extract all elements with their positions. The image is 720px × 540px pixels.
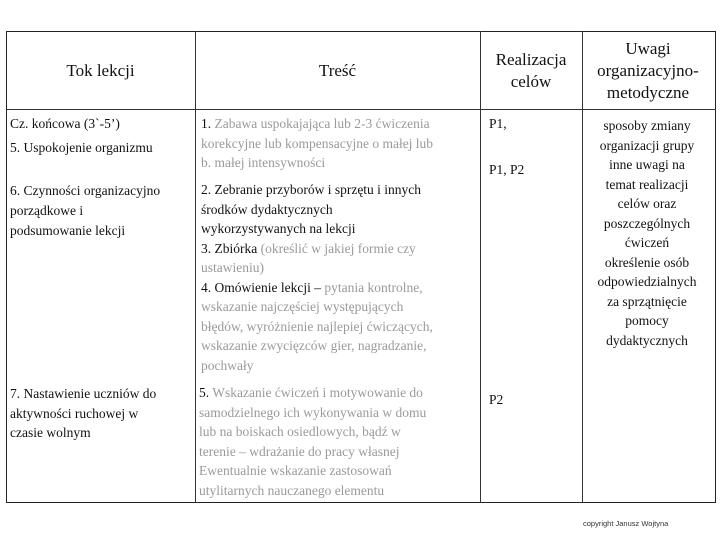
tresc-item-5-text: utylitarnych nauczanego elementu [199, 482, 385, 498]
tresc-item-2: wykorzystywanych na lekcji [201, 221, 356, 236]
header-realizacja-line2: celów [510, 72, 552, 91]
uwagi-line: temat realizacji [605, 176, 689, 192]
uwagi-line: celów oraz [617, 196, 677, 211]
tresc-item-2: środków dydaktycznych [201, 201, 333, 217]
copyright-footer: copyright Janusz Wojtyna [583, 519, 669, 528]
tresc-item-5-text: terenie – wdrażanie do pracy własnej [199, 443, 400, 459]
tok-cell-uspokojenie: 5. Uspokojenie organizmu [10, 140, 153, 155]
header-realizacja-line1: Realizacja [495, 50, 567, 69]
realizacja-value: P1, P2 [489, 162, 525, 177]
uwagi-line: sposoby zmiany [603, 118, 691, 133]
tresc-item-4-detail: wskazanie zwycięzców gier, nagradzanie, [201, 338, 427, 353]
column-divider [195, 31, 196, 503]
realizacja-value: P1, [489, 116, 507, 131]
tresc-item-1-text: b. małej intensywności [201, 155, 326, 170]
uwagi-line: określenie osób [604, 254, 690, 270]
tok-cell-nastawienie: czasie wolnym [10, 425, 91, 440]
tresc-items-2-4 [201, 180, 479, 375]
tresc-item-2: 2. Zebranie przyborów i sprzętu i innych [201, 182, 422, 197]
uwagi-cell [582, 116, 712, 350]
tresc-item-4-detail: pochwały [201, 357, 254, 373]
uwagi-line: dydaktycznych [606, 332, 688, 348]
uwagi-line: odpowiedzialnych [597, 274, 697, 289]
header-uwagi-line1: Uwagi [625, 39, 671, 58]
tresc-item-4-detail: błędów, wyróżnienie najlepiej ćwiczących, [201, 318, 433, 334]
tresc-item-1-text: korekcyjne lub kompensacyjne o małej lub [201, 135, 434, 151]
tresc-item-4-head: 4. Omówienie lekcji – [201, 279, 321, 295]
header-uwagi-line3: metodyczne [606, 83, 690, 102]
tresc-item-1-text: Zabawa uspokajająca lub 2-3 ćwiczenia [214, 116, 430, 131]
tresc-item-5-text: samodzielnego ich wykonywania w domu [199, 404, 427, 420]
tresc-item-4-detail: pytania kontrolne, [324, 279, 423, 295]
tresc-item-1 [201, 114, 479, 173]
tok-cell-nastawienie: aktywności ruchowej w [10, 406, 139, 421]
header-tok-lekcji: Tok lekcji [66, 61, 135, 80]
realizacja-value: P2 [489, 392, 504, 407]
tok-cell-czynnosci: porządkowe i [10, 203, 84, 218]
tresc-item-5-text: lub na boiskach osiedlowych, bądź w [199, 424, 401, 439]
tresc-item-3-detail: (określić w jakiej formie czy [260, 240, 416, 256]
tok-cell-czynnosci: podsumowanie lekcji [10, 223, 126, 238]
tresc-item-5-text: Wskazanie ćwiczeń i motywowanie do [212, 385, 423, 400]
tresc-item-3-detail: ustawieniu) [201, 260, 264, 275]
tok-cell-czynnosci: 6. Czynności organizacyjno [10, 183, 161, 198]
uwagi-line: organizacji grupy [599, 137, 695, 153]
header-tresc: Treść [318, 61, 357, 80]
tresc-item-5-number: 5. [199, 385, 210, 400]
header-divider [6, 109, 716, 110]
uwagi-line: inne uwagi na [609, 157, 685, 172]
header-uwagi [580, 38, 716, 104]
tresc-item-5 [199, 383, 479, 500]
uwagi-line: pomocy [625, 313, 669, 328]
uwagi-line: ćwiczeń [624, 235, 670, 250]
header-realizacja [480, 49, 582, 93]
tok-cell-nastawienie: 7. Nastawienie uczniów do [10, 386, 157, 401]
tresc-item-1-number: 1. [201, 116, 212, 131]
tresc-item-5-text: Ewentualnie wskazanie zastosowań [199, 463, 392, 478]
uwagi-line: poszczególnych [603, 215, 691, 231]
header-uwagi-line2: organizacyjno- [597, 61, 699, 80]
tok-cell-phase: Cz. końcowa (3`-5’) [10, 116, 120, 131]
uwagi-line: za sprzątnięcie [607, 293, 687, 309]
column-divider [480, 31, 481, 503]
tresc-item-3-head: 3. Zbiórka [201, 240, 258, 256]
tresc-item-4-detail: wskazanie najczęściej występujących [201, 299, 404, 314]
